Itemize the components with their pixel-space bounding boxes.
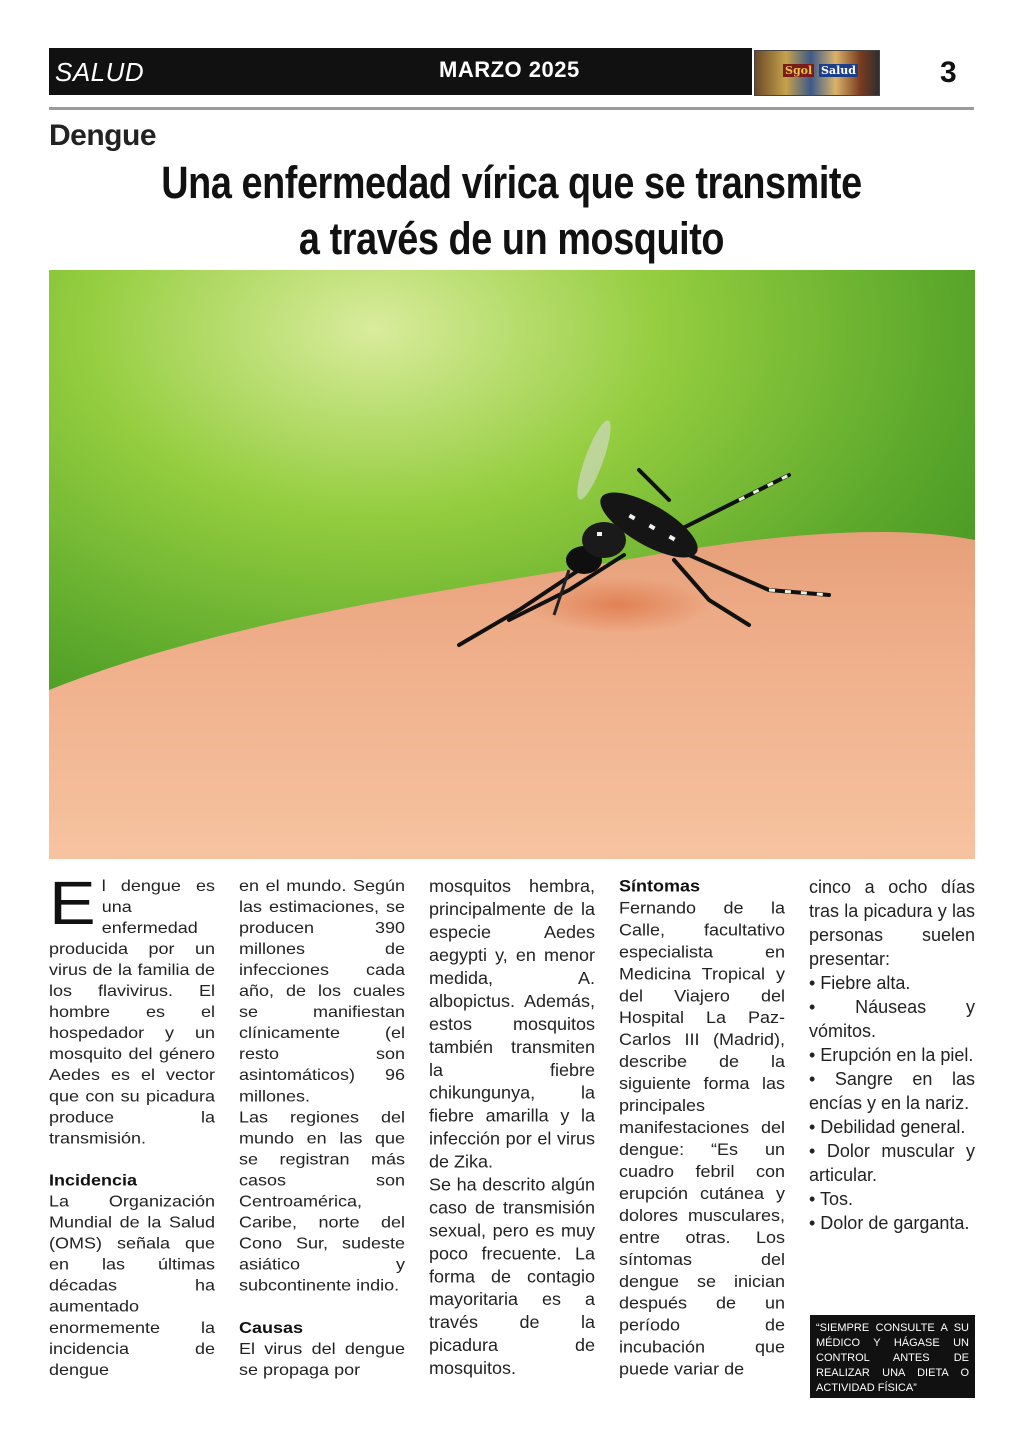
intro-paragraph — [49, 868, 215, 1149]
column-1 — [49, 868, 215, 1380]
header-rule — [49, 107, 974, 110]
col3-paragraph-2: Se ha descrito algún caso de transmisión sexual, pero es muy poco frecuente. La forma de contagio mayoritaria es a través de la picadura de mosquitos. — [429, 1175, 595, 1378]
incidencia-text: La Organización Mundial de la Salud (OMS) señala que en las últimas décadas ha aumentado enormemente la incidencia de dengue — [49, 1192, 215, 1379]
col2-paragraph-1: en el mundo. Según las estimaciones, se producen 390 millones de infecciones cada año, de los cuales se manifiestan clínicamente (el resto son asintomáticos) 96 millones. — [239, 876, 405, 1105]
symptom-item: • Náuseas y vómitos. — [809, 997, 975, 1041]
headline-line-1: Una enfermedad vírica que se transmite — [161, 157, 862, 208]
header-bar — [49, 48, 752, 95]
dropcap: E — [49, 868, 96, 938]
col5-text: cinco a ocho días tras la picadura y las personas suelen presentar: — [809, 877, 975, 969]
symptom-item: • Erupción en la piel. — [809, 1045, 974, 1065]
mosquito-photo — [49, 270, 975, 859]
logo-word-2: Salud — [821, 64, 856, 77]
page-number: 3 — [940, 56, 957, 89]
symptom-item: • Dolor muscular y articular. — [809, 1141, 975, 1185]
column-5 — [809, 875, 975, 1235]
subhead-incidencia: Incidencia — [49, 1171, 138, 1189]
column-4 — [619, 875, 785, 1380]
symptom-item: • Sangre en las encías y en la nariz. — [809, 1069, 975, 1113]
section-label: SALUD — [55, 57, 145, 87]
article-kicker: Dengue — [49, 119, 157, 152]
headline-line-2: a través de un mosquito — [298, 213, 725, 264]
sintomas-text: Fernando de la Calle, facultativo especialista en Medicina Tropical y del Viajero del Hospital La Paz-Carlos III (Madrid), describe de la siguiente forma las principales manifestaciones del dengue: “Es un cuadro febril con erupción cutánea y dolores musculares, entre otras. Los síntomas del dengue se inician después de un período de incubación que puede variar de — [619, 898, 785, 1379]
subhead-sintomas: Síntomas — [619, 876, 701, 896]
subhead-causas: Causas — [239, 1318, 304, 1337]
symptom-item: • Debilidad general. — [809, 1117, 966, 1137]
symptom-item: • Tos. — [809, 1189, 853, 1209]
issue-date: MARZO 2025 — [439, 57, 580, 82]
symptom-list — [809, 971, 975, 1235]
symptom-item: • Fiebre alta. — [809, 973, 911, 993]
publication-logo — [754, 50, 880, 96]
col3-paragraph-1: mosquitos hembra, principalmente de la especie Aedes aegypti y, en menor medida, A. albopictus. Además, estos mosquitos también transmiten la fiebre chikungunya, la fiebre amarilla y la infección por el virus de Zika. — [429, 876, 595, 1172]
advice-callout: “SIEMPRE CONSULTE A SU MÉDICO Y HÁGASE UN CONTROL ANTES DE REALIZAR UNA DIETA O ACTIVIDAD FÍSICA” — [810, 1315, 975, 1398]
column-3 — [429, 875, 595, 1380]
mosquito-illustration — [49, 270, 975, 859]
column-2 — [239, 875, 405, 1380]
causas-text: El virus del dengue se propaga por — [239, 1339, 405, 1379]
article-headline — [123, 155, 900, 267]
col2-paragraph-2: Las regiones del mundo en las que se registran más casos son Centroamérica, Caribe, norte del Cono Sur, sudeste asiático y subcontinente indio. — [239, 1108, 405, 1295]
symptom-item: • Dolor de garganta. — [809, 1213, 970, 1233]
logo-word-1: Sgol — [785, 64, 813, 77]
intro-text: l dengue es una enfermedad producida por un virus de la familia de los flavivirus. El hombre es el hospedador y un mosquito del género Aedes es el vector que con su picadura produce la transmisión. — [49, 876, 215, 1147]
